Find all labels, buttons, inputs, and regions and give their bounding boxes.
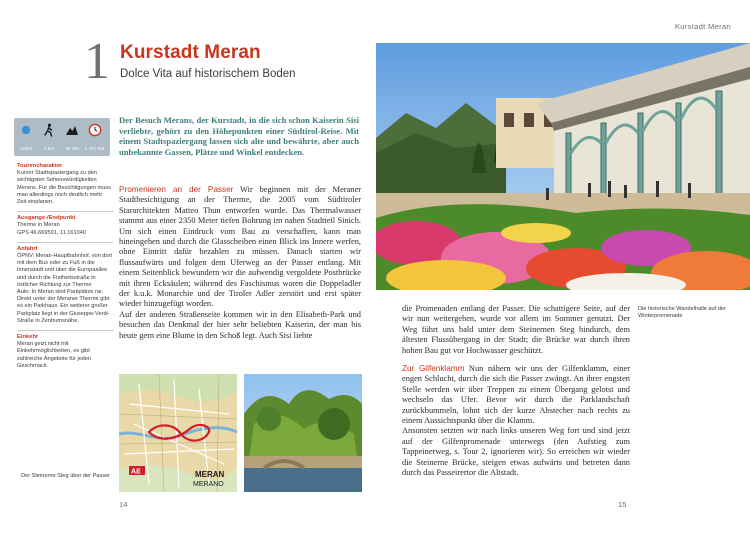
paragraph: Wir beginnen mit der Meraner Stadtbesichtigung an der Therme, die 2005 vom Südtiroler Stararchitekten Matteo Thun entworfen wurde. Das Thermalwasser stammt aus einer 2350 Meter tiefen Bohrung im nahen Stadtteil Sinich. Um sich einen Eindruck vom Bau zu verschaffen, kann man hineingehen und durch die Glasscheiben einen Blick ins Innere werfen, ohne Eintritt dafür bezahlen zu müssen. Danach starten wir flussaufwärts und folgen dem Uferweg an der Passer entlang. Mit einem Seitenblick bewundern wir die aufwendig vergoldete Postbrücke mit ihren Ecksäulen; während des Faschismus waren die Doppeladler der k.u.k. Monarchie und der Tiroler Adler zerstört und erst später wieder hinzugefügt worden. Auf der anderen Straßenseite kommen wir in den Elisabeth-Park und besuchen das Denkmal der hier sehr beliebten Kaiserin, der man bis heute gern eine Blume in den Schoß legt. Auch Sisi liebte	[119, 185, 361, 340]
map-city-label: MERAN	[195, 470, 225, 479]
photo-wandelhalle	[376, 43, 750, 290]
page-number-left: 14	[119, 500, 128, 509]
duration-label: 1–1½ Std.	[84, 146, 106, 151]
caption-wandelhalle: Die historische Wandelhalle auf der Winterpromenade	[638, 306, 726, 320]
body-text-right	[402, 304, 630, 479]
route-map	[119, 374, 237, 492]
elevation-icon	[65, 123, 79, 137]
page-number-right: 15	[618, 500, 627, 509]
sidebar-heading: Tourencharakter	[17, 163, 63, 169]
sidebar-text: Kurzer Stadtspaziergang zu den wichtigsten Sehenswürdigkeiten Merans. Für die Besichtigungen muss man allerdings noch deutlich mehr Zeit einplanen.	[17, 170, 111, 206]
sidebar-text: ÖPNV: Meran-Hauptbahnhof, von dort mit dem Bus oder zu Fuß in die Innenstadt und über die Europaallee und durch die Freiheitsstraße in östlicher Richtung zur Therme Auto: In Meran sind Parkplätze rar. Direkt unter der Meraner Therme gibt es ein Parkhaus. Ein weiterer großer Parkplatz liegt in der Giuseppe-Verdi-Straße in Zentrumsnähe.	[17, 253, 112, 324]
map-city-label-it: MERANO	[193, 481, 224, 488]
divider	[17, 330, 113, 331]
difficulty-label: Leicht	[19, 146, 33, 151]
distance-label: 3 km	[44, 146, 54, 151]
sidebar-text: Therme in Meran GPS 46.669591, 11.161040	[17, 222, 86, 236]
paragraph: Nun nähern wir uns der Gilfenklamm, einer engen Schlucht, durch die sich die Passer zwängt. An ihrer engsten Stelle werden wir über Treppen zu einem Übergang gelotst und wechseln das Ufer. Bevor wir durch die Parklandschaft zurückbummeln, lohnt sich der kurze Abstecher nach rechts zu einem Aussichtspunkt über die Klamm. Ansonsten setzten wir nach links unseren Weg fort und sind jetzt auf der Gilfenpromenade unterwegs (den Aufstieg zum Tappeinerweg, s. Tour 2, ignorieren wir). So erreichen wir wieder die Steinerne Brücke, steigen etwas aufwärts und betreten dann durch das Passeirertor die Altstadt.	[402, 364, 630, 478]
map-marker-label: AE	[131, 468, 141, 476]
body-text-left	[119, 185, 361, 341]
chapter-subtitle: Dolce Vita auf historischem Boden	[120, 68, 296, 80]
sidebar-heading: Ausgangs-/Endpunkt	[17, 215, 76, 222]
elevation-label: 50 Hm	[65, 146, 79, 151]
sidebar-heading: Einkehr	[17, 334, 39, 341]
caption-steinerner-steg: Der Steinerne Steg über der Passer	[21, 473, 110, 479]
lead-paragraph: Der Besuch Merans, der Kurstadt, in die sich schon Kaiserin Sisi verliebte, gehört zu den Höhepunkten einer Südtirol-Reise. Mit einem Stadtspaziergang lassen sich alte und bewährte, aber auch unbekannte Gassen, Plätze und Winkel entdecken.	[119, 115, 359, 157]
clock-icon	[88, 123, 102, 137]
sidebar-heading: Anfahrt	[17, 245, 38, 252]
photo-steinerner-steg	[244, 374, 362, 492]
tour-info-bar	[14, 118, 110, 156]
section-heading: Zur Gilfenklamm	[402, 364, 465, 374]
running-head: Kurstadt Meran	[674, 22, 731, 31]
divider	[17, 211, 113, 212]
tour-facts-sidebar	[17, 162, 113, 375]
divider	[17, 242, 113, 243]
blue-dot-icon	[19, 123, 33, 137]
sidebar-text: Meran geizt nicht mit Einkehrmöglichkeiten, es gibt zahlreiche Angebote für jeden Geschmack.	[17, 341, 92, 369]
chapter-number: 1	[84, 33, 110, 90]
paragraph-group	[402, 364, 630, 478]
chapter-title: Kurstadt Meran	[120, 42, 261, 63]
paragraph: die Promenaden entlang der Passer. Die schattigere Seite, auf der wir nun weitergehen, wurde vor allem im Sommer genutzt. Der Weg führt uns bald unter dem Steinernen Steg hindurch, dem ältesten Flussübergang in der Stadt; die Brücke war durch ihren hohen Bau gut vor Hochwasser geschützt.	[402, 304, 630, 355]
section-heading: Promenieren an der Passer	[119, 185, 234, 194]
hiker-icon	[42, 123, 56, 137]
